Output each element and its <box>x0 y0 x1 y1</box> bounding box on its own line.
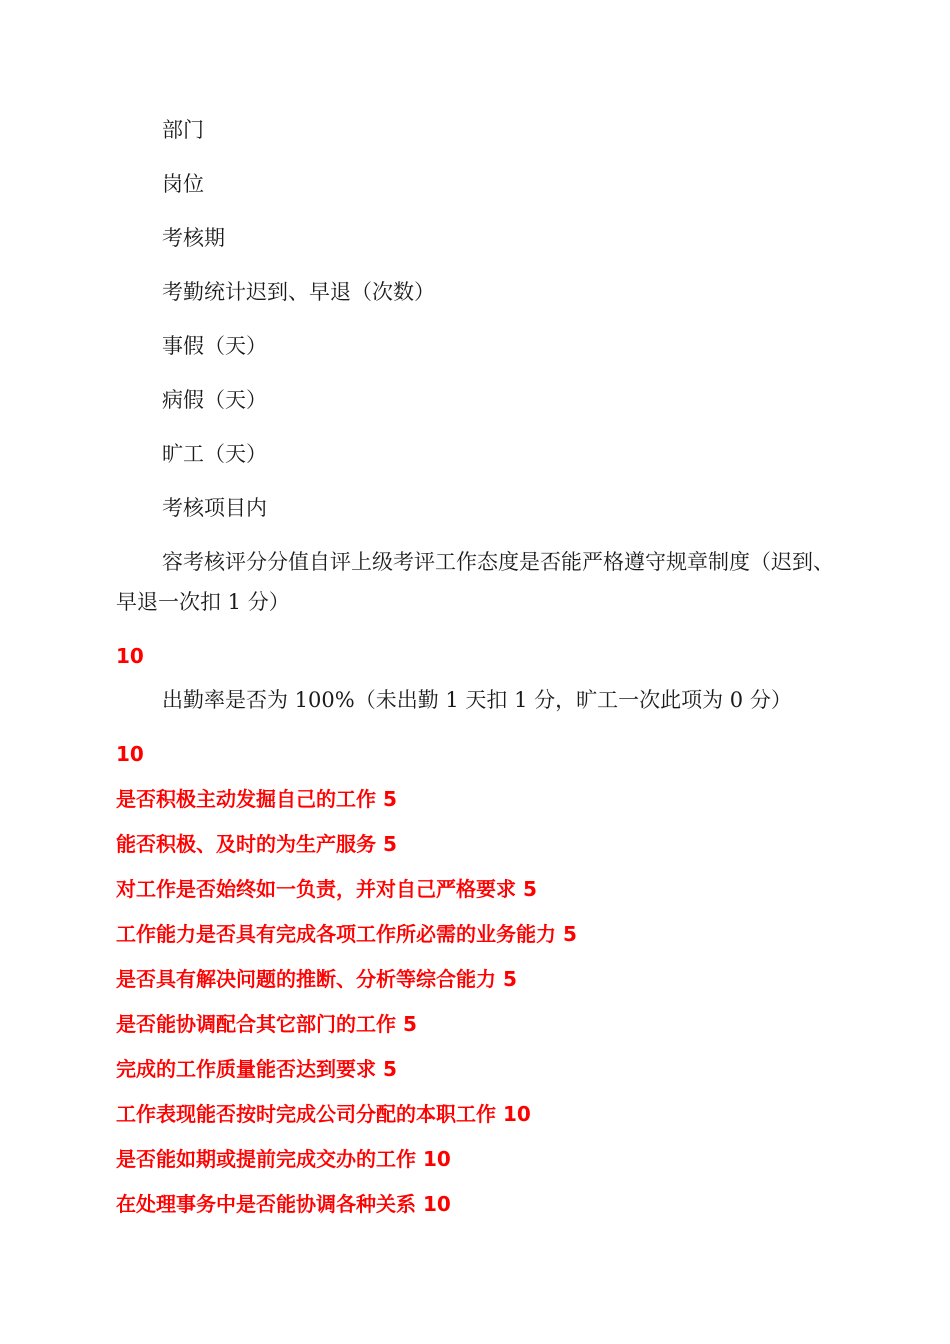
criterion-attitude-score: 10 <box>116 644 144 668</box>
field-position: 岗位 <box>162 172 204 196</box>
field-sick-leave: 病假（天） <box>162 388 267 412</box>
field-period: 考核期 <box>162 226 225 250</box>
list-item: 是否能协调配合其它部门的工作 5 <box>116 1012 417 1036</box>
list-item: 是否具有解决问题的推断、分析等综合能力 5 <box>116 967 517 991</box>
list-item: 能否积极、及时的为生产服务 5 <box>116 832 397 856</box>
field-department: 部门 <box>162 118 204 142</box>
field-personal-leave: 事假（天） <box>162 334 267 358</box>
criterion-attendance-rate: 出勤率是否为 100%（未出勤 1 天扣 1 分，旷工一次此项为 0 分） <box>162 688 792 712</box>
field-absence: 旷工（天） <box>162 442 267 466</box>
list-item: 在处理事务中是否能协调各种关系 10 <box>116 1192 451 1216</box>
criterion-attendance-rate-score: 10 <box>116 742 144 766</box>
list-item: 是否能如期或提前完成交办的工作 10 <box>116 1147 451 1171</box>
list-item: 工作表现能否按时完成公司分配的本职工作 10 <box>116 1102 531 1126</box>
list-item: 对工作是否始终如一负责，并对自己严格要求 5 <box>116 877 537 901</box>
field-attendance: 考勤统计迟到、早退（次数） <box>162 280 435 304</box>
items-header: 考核项目内 <box>162 496 267 520</box>
criterion-attitude: 容考核评分分值自评上级考评工作态度是否能严格遵守规章制度（迟到、早退一次扣 1 分） <box>116 550 834 614</box>
list-item: 是否积极主动发掘自己的工作 5 <box>116 787 397 811</box>
list-item: 完成的工作质量能否达到要求 5 <box>116 1057 397 1081</box>
list-item: 工作能力是否具有完成各项工作所必需的业务能力 5 <box>116 922 577 946</box>
